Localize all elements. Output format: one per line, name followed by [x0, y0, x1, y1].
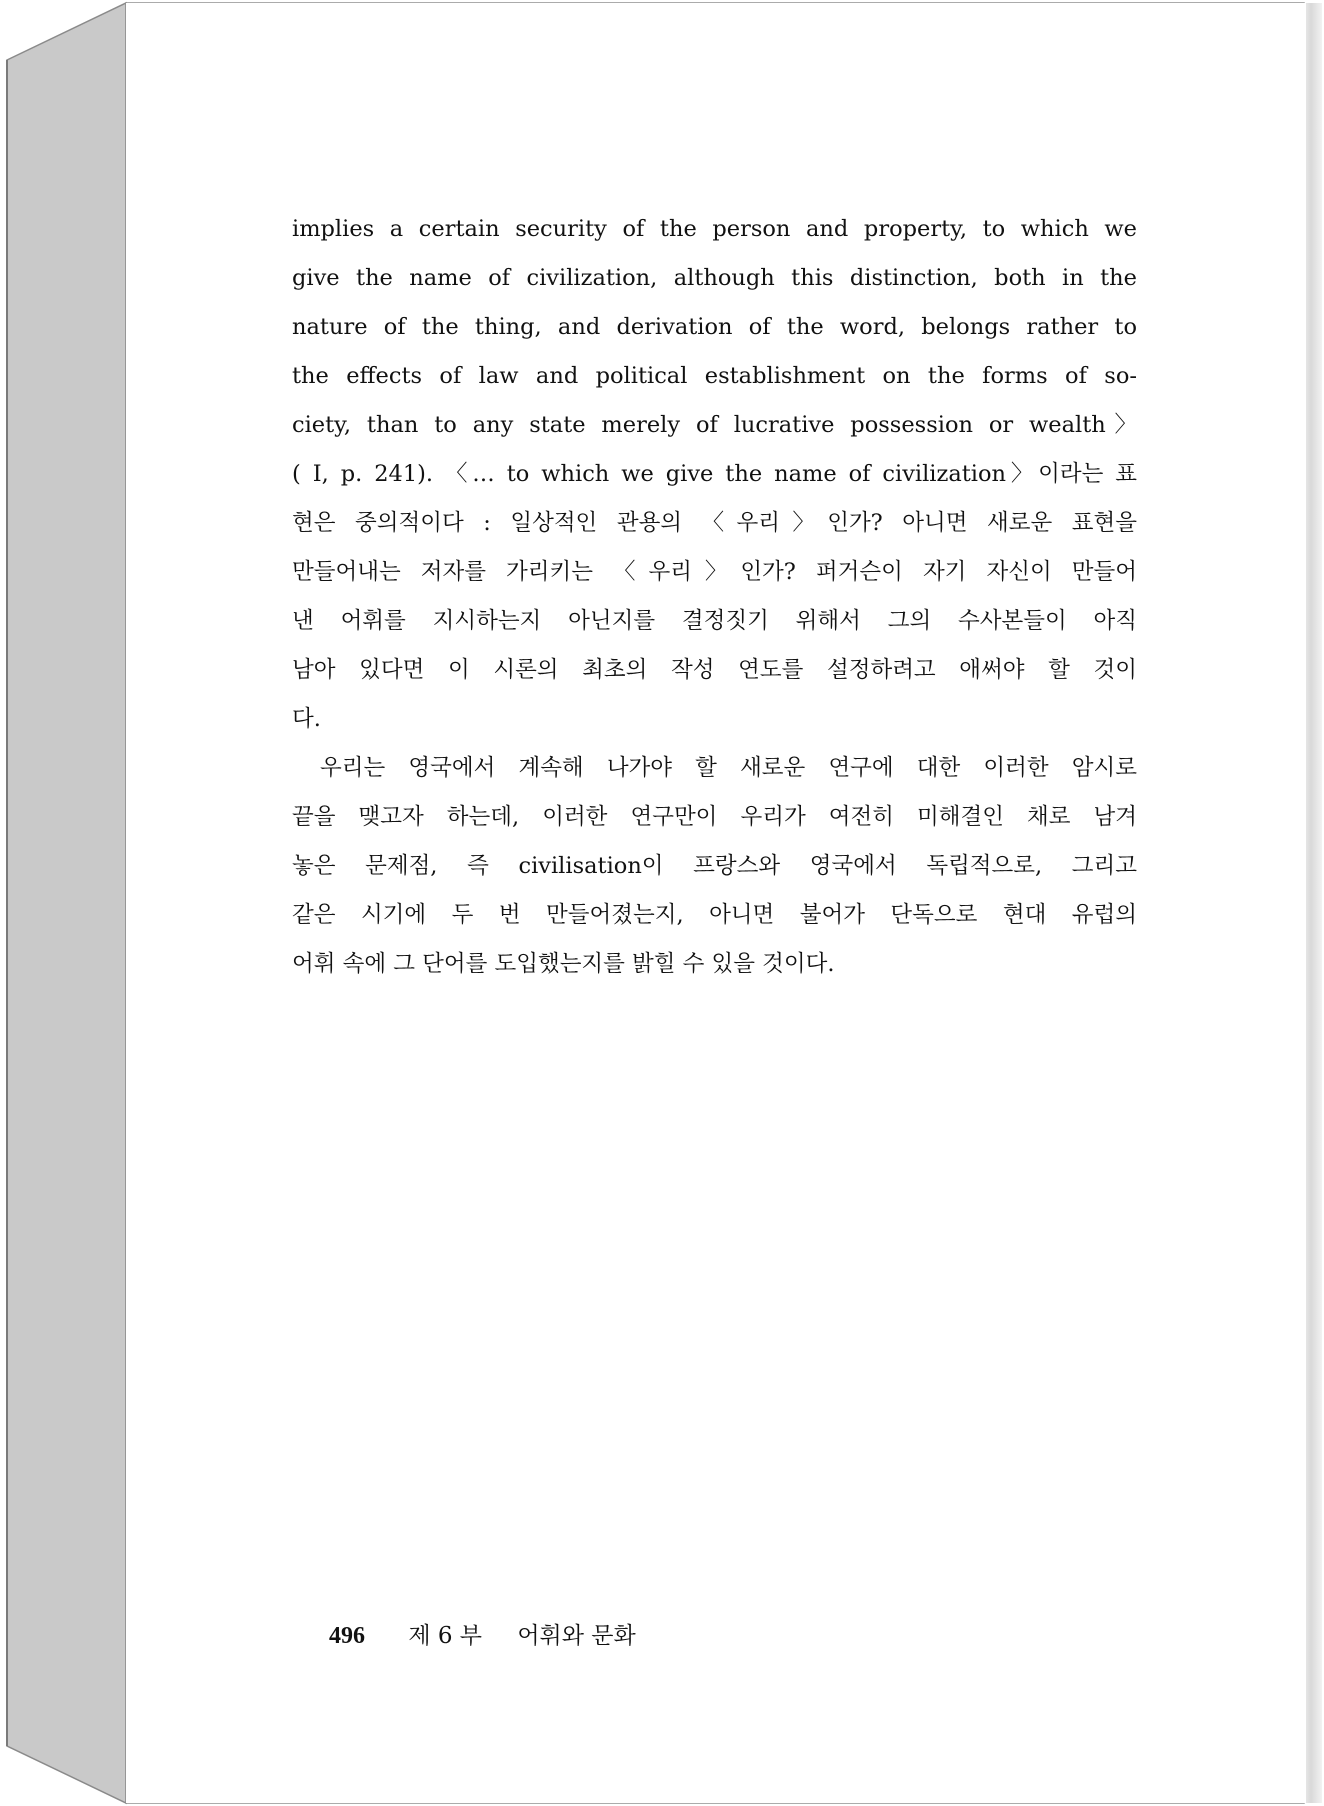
text-line: 같은 시기에 두 번 만들어졌는지, 아니면 불어가 단독으로 현대 유럽의 [292, 902, 1137, 928]
body-text [292, 205, 1137, 989]
text-line: 만들어내는 저자를 가리키는 〈우리〉인가? 퍼거슨이 자기 자신이 만들어 [292, 559, 1137, 585]
book-spine [7, 3, 126, 1803]
text-line: the effects of law and political establishment on the forms of so- [292, 363, 1137, 389]
text-line: 어휘 속에 그 단어를 도입했는지를 밝힐 수 있을 것이다. [292, 951, 835, 977]
text-line: nature of the thing, and derivation of the word, belongs rather to [292, 314, 1137, 340]
text-line: 다. [292, 706, 321, 732]
text-line: implies a certain security of the person and property, to which we [292, 216, 1137, 242]
text-line: give the name of civilization, although this distinction, both in the [292, 265, 1137, 291]
page-footer [329, 1616, 636, 1656]
text-line: 남아 있다면 이 시론의 최초의 작성 연도를 설정하려고 애써야 할 것이 [292, 657, 1137, 683]
text-line: 현은 중의적이다 : 일상적인 관용의 〈우리〉인가? 아니면 새로운 표현을 [292, 510, 1137, 536]
text-line: 끝을 맺고자 하는데, 이러한 연구만이 우리가 여전히 미해결인 채로 남겨 [292, 804, 1137, 830]
text-line: ciety, than to any state merely of lucrative possession or wealth〉 [292, 412, 1137, 438]
text-line: 우리는 영국에서 계속해 나가야 할 새로운 연구에 대한 이러한 암시로 [320, 755, 1137, 781]
page-number: 496 [329, 1623, 365, 1649]
paragraph-2 [292, 744, 1137, 989]
text-line: 낸 어휘를 지시하는지 아닌지를 결정짓기 위해서 그의 수사본들이 아직 [292, 608, 1137, 634]
part-label: 제 6 부 [408, 1623, 483, 1649]
text-line: ( I, p. 241). 〈… to which we give the name of civilization〉이라는 표 [292, 461, 1137, 487]
paragraph-1 [292, 205, 1137, 744]
chapter-title: 어휘와 문화 [517, 1623, 636, 1649]
text-line: 놓은 문제점, 즉 civilisation이 프랑스와 영국에서 독립적으로, 그리고 [292, 853, 1137, 879]
